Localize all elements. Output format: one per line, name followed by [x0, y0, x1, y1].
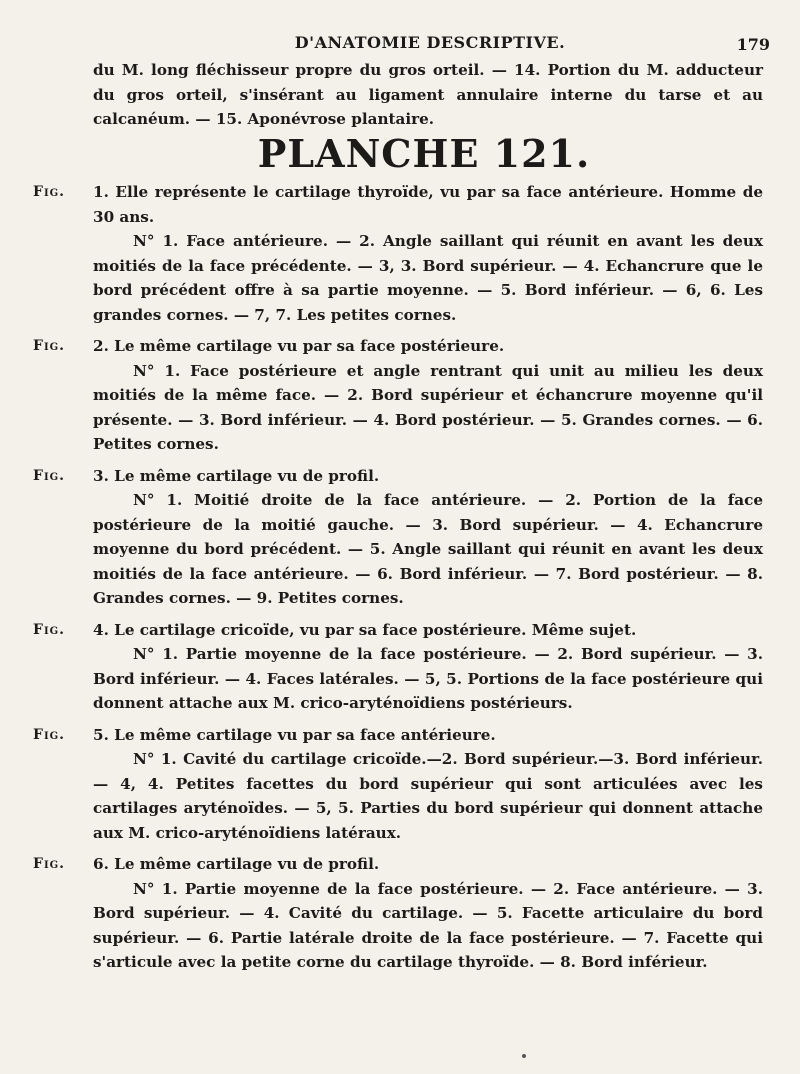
- page-header: [90, 33, 770, 57]
- figure-entry-1: [33, 180, 763, 327]
- figure-entry-5: [33, 723, 763, 846]
- ink-dot: [522, 1054, 526, 1058]
- figure-caption: 5. Le même cartilage vu par sa face antérieure.: [93, 725, 496, 744]
- figure-caption: 2. Le même cartilage vu par sa face postérieure.: [93, 337, 505, 355]
- figure-detail: N° 1. Moitié droite de la face antérieure. — 2. Portion de la face postérieure de la moitié gauche. — 3. Bord supérieur. — 4. Echancrure moyenne du bord précédent. — 5. Angle saillant qui réunit en avant les deux moitiés de la face antérieure. — 6. Bord inférieur. — 7. Bord postérieur. — 8. Grandes cornes. — 9. Petites cornes.: [93, 491, 763, 607]
- figure-label: Fig.: [33, 338, 66, 354]
- figure-label: Fig.: [33, 726, 66, 743]
- page-body: [33, 58, 763, 982]
- figure-caption: 6. Le même cartilage vu de profil.: [93, 855, 380, 873]
- figure-entry-4: [33, 618, 763, 716]
- figure-label: Fig.: [33, 856, 66, 872]
- running-title: D'ANATOMIE DESCRIPTIVE.: [294, 33, 566, 52]
- figure-label: Fig.: [33, 621, 66, 638]
- continuation-paragraph: du M. long fléchisseur propre du gros orteil. — 14. Portion du M. adducteur du gros orteil, s'insérant au ligament annulaire interne du tarse et au calcanéum. — 15. Aponévrose plantaire.: [93, 61, 763, 128]
- figure-caption: 1. Elle représente le cartilage thyroïde, vu par sa face antérieure. Homme de 30 ans.: [93, 183, 763, 226]
- figure-entry-3: [33, 464, 763, 611]
- figure-detail: N° 1. Cavité du cartilage cricoïde.—2. Bord supérieur.—3. Bord inférieur.— 4, 4. Petites facettes du bord supérieur qui sont articulées avec les cartilages aryténoïdes. — 5, 5. Parties du bord supérieur qui donnent attache aux M. crico-aryténoïdiens latéraux.: [93, 750, 763, 842]
- figure-label: Fig.: [33, 467, 66, 484]
- figure-detail: N° 1. Partie moyenne de la face postérieure. — 2. Bord supérieur. — 3. Bord inférieur. — 4. Faces latérales. — 5, 5. Portions de la face postérieure qui donnent attache aux M. crico-aryténoïdiens postérieurs.: [93, 645, 763, 712]
- figure-detail: N° 1. Face postérieure et angle rentrant qui unit au milieu les deux moitiés de la même face. — 2. Bord supérieur et échancrure moyenne qu'il présente. — 3. Bord inférieur. — 4. Bord postérieur. — 5. Grandes cornes. — 6. Petites cornes.: [93, 361, 763, 453]
- figure-caption: 3. Le même cartilage vu de profil.: [93, 466, 380, 485]
- figure-entry-6: [33, 852, 763, 975]
- figure-caption: 4. Le cartilage cricoïde, vu par sa face postérieure. Même sujet.: [93, 620, 637, 639]
- page-number: 179: [736, 35, 770, 54]
- figure-detail: N° 1. Partie moyenne de la face postérieure. — 2. Face antérieure. — 3. Bord supérieur. — 4. Cavité du cartilage. — 5. Facette articulaire du bord supérieur. — 6. Partie latérale droite de la face postérieure. — 7. Facette qui s'articule avec la petite corne du cartilage thyroïde. — 8. Bord inférieur.: [93, 879, 763, 971]
- plate-title: PLANCHE 121.: [257, 130, 591, 176]
- figure-entry-2: [33, 334, 763, 457]
- figure-label: Fig.: [33, 184, 66, 200]
- figure-detail: N° 1. Face antérieure. — 2. Angle saillant qui réunit en avant les deux moitiés de la face précédente. — 3, 3. Bord supérieur. — 4. Echancrure que le bord précédent offre à sa partie moyenne. — 5. Bord inférieur. — 6, 6. Les grandes cornes. — 7, 7. Les petites cornes.: [93, 232, 763, 324]
